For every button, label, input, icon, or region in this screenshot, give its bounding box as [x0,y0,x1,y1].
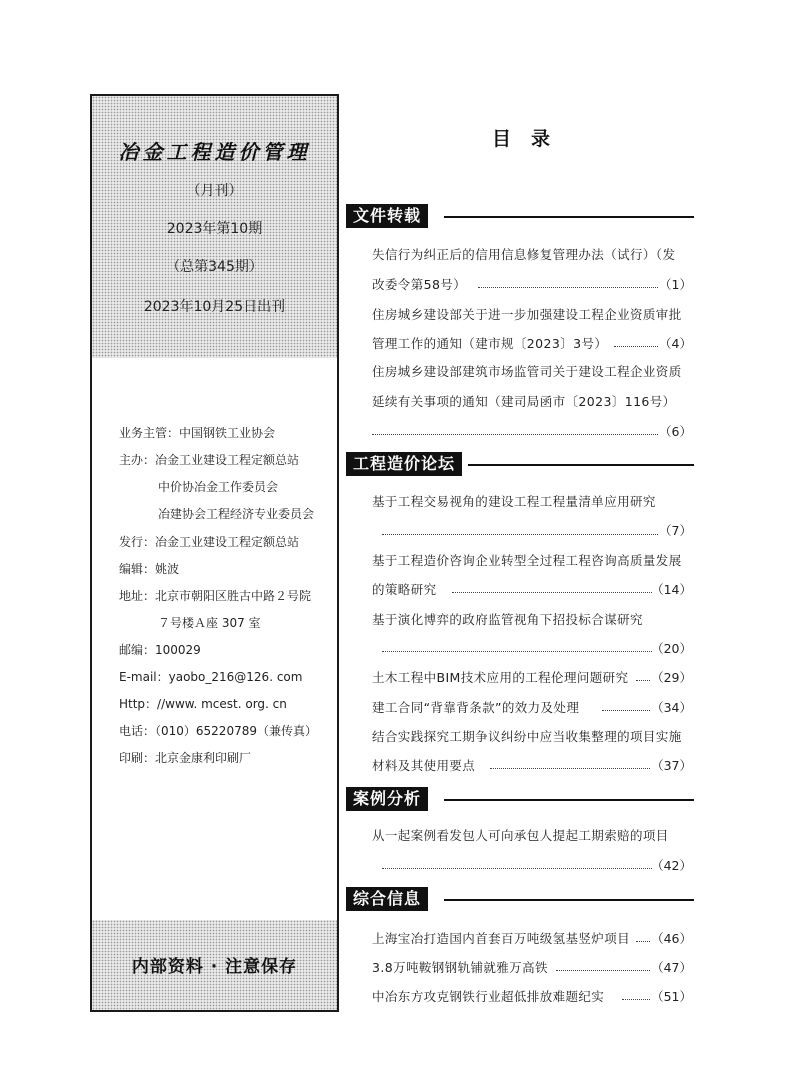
toc-entry-line[interactable]: 延续有关事项的通知（建司局函市〔2023〕116号） [372,394,676,409]
page-number: （20） [651,641,692,656]
toc-entry[interactable]: 上海宝冶打造国内首套百万吨级氢基竖炉项目 [372,931,631,946]
page-number: （14） [651,582,692,597]
address: 地址：北京市朝阳区胜古中路２号院 [119,589,312,603]
internal-notice: 内部资料 · 注意保存 [131,957,298,977]
toc-entry[interactable]: 土木工程中BIM技术应用的工程伦理问题研究 [372,670,629,685]
supervisor: 业务主管：中国钢铁工业协会 [119,426,276,440]
address-line-2: ７号楼Ａ座 307 室 [158,616,261,630]
sponsor: 主办：冶金工业建设工程定额总站 [119,453,300,467]
leader-dots [602,709,650,711]
distributor: 发行：冶金工业建设工程定额总站 [119,535,300,549]
leader-dots [614,345,658,347]
section-rule [444,216,694,218]
page-number: （46） [651,931,692,946]
toc-entry[interactable]: 中冶东方攻克钢铁行业超低排放难题纪实 [372,989,605,1004]
total-issue-number: （总第345期） [166,259,263,275]
leader-dots [382,867,652,869]
section-header: 文件转载 [346,204,428,228]
toc-entry[interactable]: 3.8万吨鞍钢钢轨铺就雅万高铁 [372,960,548,975]
page-number: （37） [651,758,692,773]
postcode: 邮编：100029 [119,643,201,657]
leader-dots [478,286,658,288]
magazine-frequency: （月刊） [186,183,243,199]
editor: 编辑：姚波 [119,562,180,576]
toc-entry-line[interactable]: 改委令第58号） [372,277,467,292]
issue-number: 2023年第10期 [166,221,263,237]
page-number: （42） [651,858,692,873]
toc-entry-line[interactable]: 管理工作的通知（建市规〔2023〕3号） [372,336,608,351]
masthead-panel [92,96,337,358]
section-rule [468,464,694,466]
email: E-mail：yaobo_216@126. com [119,670,303,684]
printer: 印刷：北京金康利印刷厂 [119,751,252,765]
page-number: （1） [659,277,692,292]
website: Http：//www. mcest. org. cn [119,697,287,711]
leader-dots [452,591,652,593]
sponsor-2: 中价协冶金工作委员会 [158,480,279,494]
page-number: （6） [659,424,692,439]
toc-entry[interactable]: 住房城乡建设部建筑市场监管司关于建设工程企业资质 [372,364,682,379]
toc-entry[interactable]: 建工合同“背靠背条款”的效力及处理 [372,700,580,715]
publication-date: 2023年10月25日出刊 [143,299,286,315]
toc-entry[interactable]: 基于工程交易视角的建设工程工程量清单应用研究 [372,494,656,509]
page-number: （51） [651,989,692,1004]
phone: 电话：（010）65220789（兼传真） [119,724,317,738]
toc-entry-line[interactable]: 的策略研究 [372,582,437,597]
leader-dots [382,533,658,535]
magazine-title: 冶金工程造价管理 [118,140,311,164]
toc-entry[interactable]: 失信行为纠正后的信用信息修复管理办法（试行）（发 [372,247,676,262]
toc-entry[interactable]: 基于工程造价咨询企业转型全过程工程咨询高质量发展 [372,553,682,568]
section-header: 综合信息 [346,887,428,911]
page-number: （4） [659,336,692,351]
toc-entry[interactable]: 住房城乡建设部关于进一步加强建设工程企业资质审批 [372,307,682,322]
toc-entry-line[interactable]: 材料及其使用要点 [372,758,476,773]
toc-entry[interactable]: 从一起案例看发包人可向承包人提起工期索赔的项目 [372,828,669,843]
page-number: （34） [651,700,692,715]
page-number: （47） [651,960,692,975]
leader-dots [636,679,650,681]
notice-panel [92,920,337,1010]
page-number: （29） [651,670,692,685]
section-rule [444,799,694,801]
section-header: 案例分析 [346,787,428,811]
leader-dots [556,969,650,971]
leader-dots [382,650,652,652]
leader-dots [372,433,658,435]
toc-entry[interactable]: 结合实践探究工期争议纠纷中应当收集整理的项目实施 [372,729,682,744]
toc-heading: 目录 [492,128,571,150]
section-rule [444,899,694,901]
page-number: （7） [659,523,692,538]
section-header: 工程造价论坛 [346,452,462,476]
leader-dots [490,767,650,769]
masthead-box [90,94,339,1012]
leader-dots [636,940,650,942]
leader-dots [622,998,650,1000]
sponsor-3: 冶建协会工程经济专业委员会 [158,507,315,521]
toc-entry[interactable]: 基于演化博弈的政府监管视角下招投标合谋研究 [372,612,643,627]
